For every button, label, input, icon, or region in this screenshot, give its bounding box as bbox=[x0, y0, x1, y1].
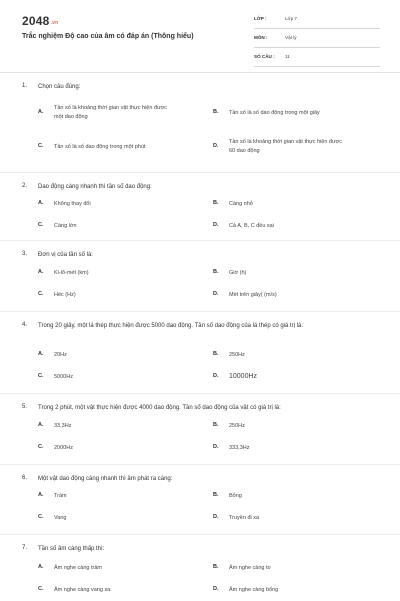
option-text: Tần số là khoảng thời gian vật thực hiện được 60 dao động bbox=[229, 139, 343, 154]
meta-row-count bbox=[254, 50, 380, 67]
question-list bbox=[0, 73, 400, 601]
option-letter: B. bbox=[213, 492, 219, 498]
question-number: 6. bbox=[22, 475, 28, 481]
option-text: Trầm bbox=[54, 493, 67, 499]
option-text: 250Hz bbox=[229, 352, 245, 358]
question-number: 1. bbox=[22, 83, 28, 89]
option-text: Tần số là khoảng thời gian vật thực hiện được một dao động bbox=[54, 105, 168, 120]
option-letter: B. bbox=[213, 200, 219, 206]
question-5 bbox=[0, 394, 400, 465]
option-text: Âm nghe càng trầm bbox=[54, 565, 102, 571]
option-text: Không thay đổi bbox=[54, 201, 91, 207]
option-letter: D. bbox=[213, 586, 219, 592]
question-number: 4. bbox=[22, 322, 28, 328]
meta-row-class bbox=[254, 12, 380, 29]
option-letter: A. bbox=[38, 564, 44, 570]
option-text: 2000Hz bbox=[54, 445, 73, 451]
question-text: Chọn câu đúng: bbox=[38, 84, 81, 90]
question-3 bbox=[0, 241, 400, 312]
option-letter: D. bbox=[213, 514, 219, 520]
question-number: 3. bbox=[22, 251, 28, 257]
option-letter: D. bbox=[213, 444, 219, 450]
option-letter: C. bbox=[38, 222, 44, 228]
option-text: Héc (Hz) bbox=[54, 292, 76, 298]
option-text: Âm nghe càng vang xa bbox=[54, 587, 111, 593]
option-text: 10000Hz bbox=[229, 373, 258, 380]
option-letter: A. bbox=[38, 351, 44, 357]
option-text: Truyền đi xa bbox=[229, 515, 260, 521]
question-number: 5. bbox=[22, 404, 28, 410]
option-letter: A. bbox=[38, 422, 44, 428]
question-text: Dao động càng nhanh thì tần số dao động: bbox=[38, 184, 152, 190]
option-letter: B. bbox=[213, 109, 219, 115]
site-logo[interactable] bbox=[22, 14, 58, 28]
option-letter: C. bbox=[38, 373, 44, 379]
option-letter: C. bbox=[38, 143, 44, 149]
option-letter: D. bbox=[213, 143, 219, 149]
question-text: Trong 20 giây, một lá thép thực hiện được 5000 dao động. Tần số dao động của lá thép có giá trị là: bbox=[38, 323, 304, 329]
question-text: Đơn vị của tần số là: bbox=[38, 252, 93, 258]
question-text: Một vật dao động càng nhanh thì âm phát ra càng: bbox=[38, 476, 173, 482]
option-text: 250Hz bbox=[229, 423, 245, 429]
option-letter: C. bbox=[38, 291, 44, 297]
option-text: Vang bbox=[54, 515, 67, 521]
meta-value: 11 bbox=[285, 54, 290, 59]
meta-row-subject bbox=[254, 31, 380, 48]
option-letter: B. bbox=[213, 422, 219, 428]
option-letter: C. bbox=[38, 514, 44, 520]
option-text: 20Hz bbox=[54, 352, 67, 358]
option-text: Tần số là số dao động trong một phút bbox=[54, 144, 146, 150]
question-1 bbox=[0, 73, 400, 173]
logo-tld-text: .vn bbox=[50, 20, 59, 26]
meta-value: Vật lý bbox=[285, 35, 297, 40]
meta-value: Lớp 7 bbox=[285, 16, 297, 21]
option-letter: B. bbox=[213, 564, 219, 570]
option-text: Giờ (h) bbox=[229, 270, 247, 276]
logo-main-text: 2048 bbox=[22, 14, 50, 28]
option-letter: C. bbox=[38, 586, 44, 592]
option-letter: A. bbox=[38, 200, 44, 206]
question-6 bbox=[0, 465, 400, 535]
question-number: 7. bbox=[22, 545, 28, 551]
question-2 bbox=[0, 173, 400, 241]
option-text: Mét trên giây( (m/s) bbox=[229, 292, 277, 298]
meta-info bbox=[254, 12, 380, 69]
meta-key: LỚP : bbox=[254, 16, 267, 21]
option-letter: A. bbox=[38, 492, 44, 498]
option-text: 33,3Hz bbox=[54, 423, 72, 429]
question-text: Tần số âm càng thấp thì: bbox=[38, 546, 105, 552]
option-text: Âm nghe càng to bbox=[229, 565, 271, 571]
option-text: Càng nhỏ bbox=[229, 201, 253, 207]
document-title: Trắc nghiệm Độ cao của âm có đáp án (Thông hiểu) bbox=[22, 33, 194, 40]
option-letter: C. bbox=[38, 444, 44, 450]
option-letter: B. bbox=[213, 351, 219, 357]
option-letter: A. bbox=[38, 109, 44, 115]
meta-key: MÔN : bbox=[254, 35, 268, 40]
option-text: Bổng bbox=[229, 493, 242, 499]
option-text: 333,3Hz bbox=[229, 445, 250, 451]
option-text: Càng lớn bbox=[54, 223, 77, 229]
option-text: Cả A, B, C đều sai bbox=[229, 223, 274, 229]
option-letter: A. bbox=[38, 269, 44, 275]
option-letter: D. bbox=[213, 222, 219, 228]
page-header bbox=[0, 0, 400, 72]
question-number: 2. bbox=[22, 183, 28, 189]
option-text: Âm nghe càng bổng bbox=[229, 587, 279, 593]
option-letter: B. bbox=[213, 269, 219, 275]
question-7 bbox=[0, 535, 400, 601]
option-letter: D. bbox=[213, 373, 219, 379]
option-text: Ki-lô-mét (km) bbox=[54, 270, 89, 276]
option-text: 5000Hz bbox=[54, 374, 73, 380]
meta-key: SỐ CÂU : bbox=[254, 54, 275, 59]
question-text: Trong 2 phút, một vật thực hiện được 4000 dao động. Tần số dao động của vật có giá trị là: bbox=[38, 405, 281, 411]
option-letter: D. bbox=[213, 291, 219, 297]
question-4 bbox=[0, 312, 400, 394]
option-text: Tần số là số dao động trong một giây bbox=[229, 110, 320, 116]
